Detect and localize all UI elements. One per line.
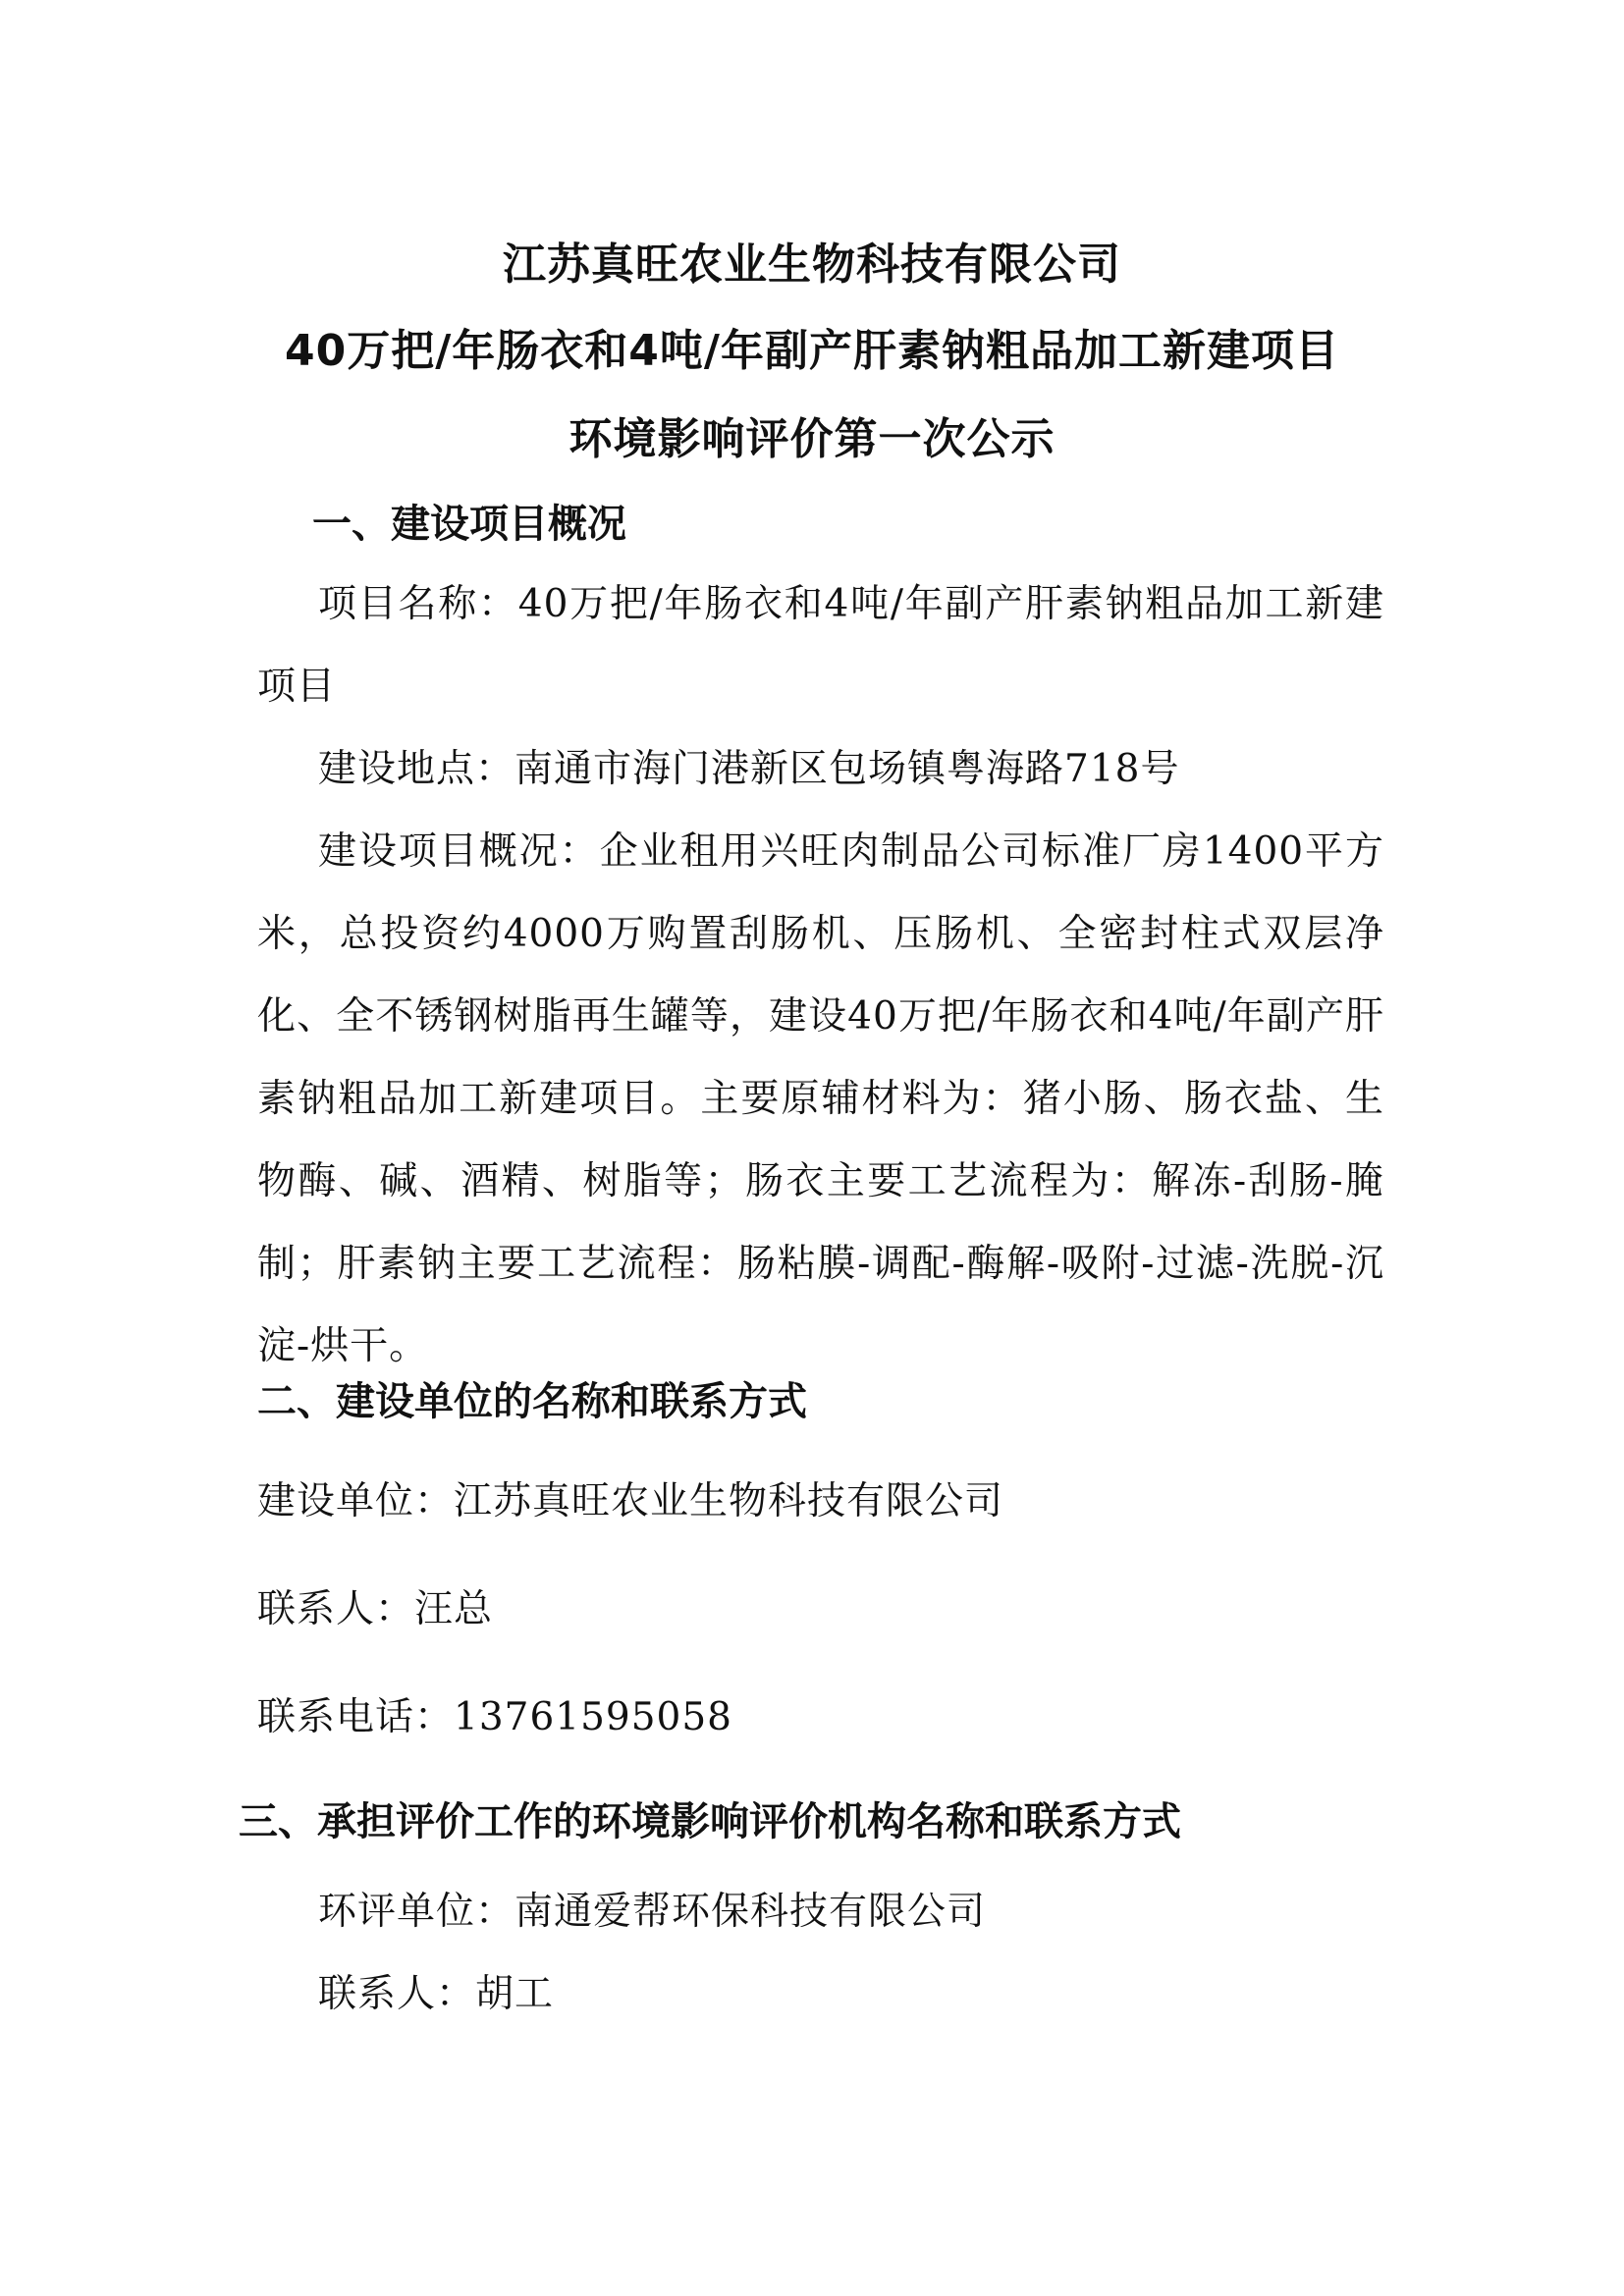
title-notice: 环境影响评价第一次公示	[568, 414, 1056, 464]
contact-person: 联系人：汪总	[257, 1587, 494, 1631]
section3-heading: 三、承担评价工作的环境影响评价机构名称和联系方式	[239, 1799, 1181, 1844]
section2-heading: 二、建设单位的名称和联系方式	[257, 1379, 807, 1424]
project-name-paragraph: 项目名称：40万把/年肠衣和4吨/年副产肝素钠粗品加工新建项目	[257, 582, 1384, 709]
contact-phone: 联系电话：13761595058	[257, 1695, 732, 1739]
title-company: 江苏真旺农业生物科技有限公司	[503, 240, 1121, 290]
construction-unit: 建设单位：江苏真旺农业生物科技有限公司	[257, 1479, 1004, 1523]
title-project: 40万把/年肠衣和4吨/年副产肝素钠粗品加工新建项目	[285, 326, 1339, 376]
location-paragraph: 建设地点：南通市海门港新区包场镇粤海路718号	[318, 747, 1180, 791]
section1-heading: 一、建设项目概况	[312, 502, 626, 547]
overview-paragraph: 建设项目概况：企业租用兴旺肉制品公司标准厂房1400平方米，总投资约4000万购置刮肠机、压肠机、全密封柱式双层净化、全不锈钢树脂再生罐等，建设40万把/年肠衣和4吨/年副产肝素钠粗品加工新建项目。主要原辅材料为：猪小肠、肠衣盐、生物酶、碱、酒精、树脂等；肠衣主要工艺流程为：解冻-刮肠-腌制；肝素钠主要工艺流程：肠粘膜-调配-酶解-吸附-过滤-洗脱-沉淀-烘干。	[257, 829, 1384, 1368]
eia-unit: 环评单位：南通爱帮环保科技有限公司	[318, 1890, 987, 1934]
eia-contact-person: 联系人：胡工	[318, 1972, 555, 2016]
